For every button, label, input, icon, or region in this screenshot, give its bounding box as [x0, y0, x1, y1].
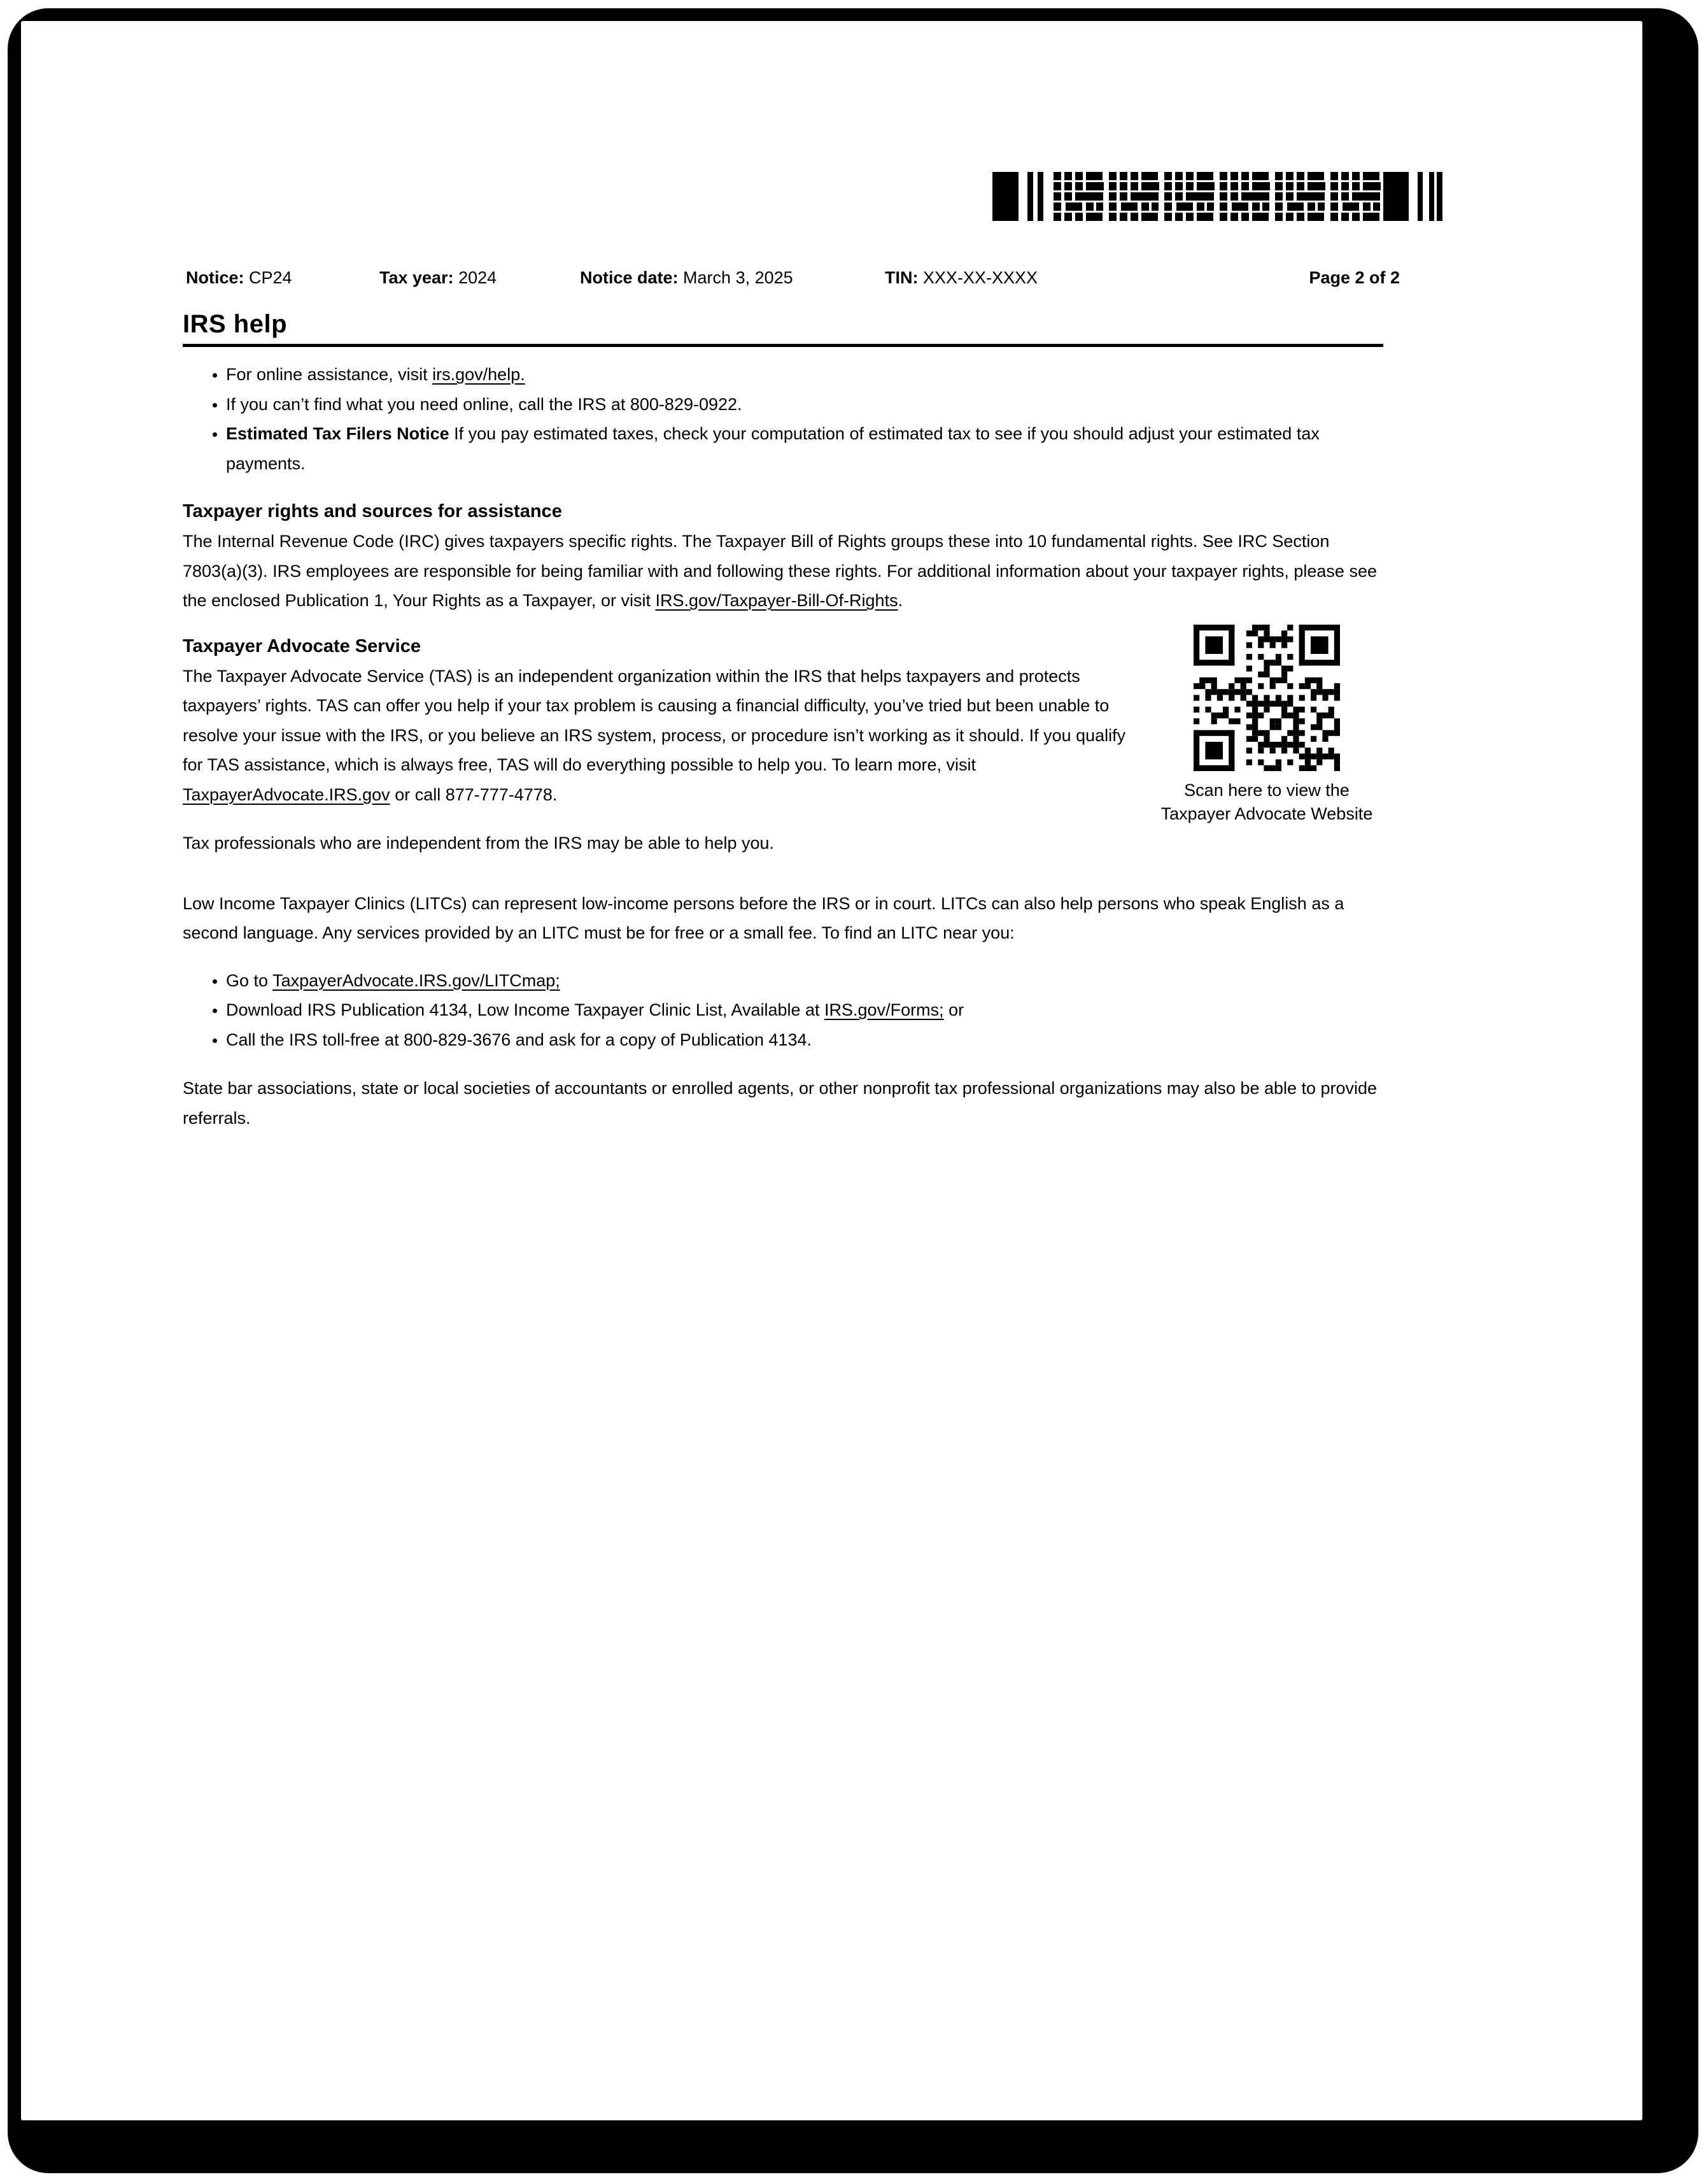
qr-figure: [1146, 625, 1388, 858]
taxpayer-advocate-link[interactable]: TaxpayerAdvocate.IRS.gov: [183, 784, 390, 804]
notice-label: Notice:: [186, 268, 244, 287]
notice-body: [183, 309, 1400, 1133]
advocate-paragraph: [183, 662, 1128, 810]
qr-caption-line1: Scan here to view the: [1184, 780, 1350, 800]
taxpayer-rights-paragraph: [183, 527, 1379, 616]
advocate-section: [183, 634, 1400, 858]
litc-bullet2-text-end: or: [943, 1000, 964, 1019]
page-number: Page 2 of 2: [1309, 268, 1400, 287]
estimated-tax-lead: Estimated Tax Filers Notice: [226, 424, 449, 443]
litc-list: [183, 966, 1400, 1055]
advocate-text-end: or call 877-777-4778.: [390, 784, 558, 804]
irs-gov-forms-link[interactable]: IRS.gov/Forms;: [824, 1000, 944, 1019]
help-bullet2-text: If you can’t find what you need online, call the IRS at 800-829-0922.: [226, 394, 742, 414]
taxpayer-bill-of-rights-link[interactable]: IRS.gov/Taxpayer-Bill-Of-Rights: [655, 591, 898, 610]
notice-page: [21, 21, 1642, 2120]
advocate-text: The Taxpayer Advocate Service (TAS) is an independent organization within the IRS that helps taxpayers and protects taxpayers’ rights. TAS can offer you help if your tax problem is causing a financial difficulty, you’ve tried but been unable to resolve your issue with the IRS, or you believe an IRS system, process, or procedure isn’t working as it should. If you qualify for TAS assistance, which is always free, TAS will do everything possible to help you. To learn more, visit: [183, 666, 1126, 774]
qr-code-icon: [1194, 625, 1340, 771]
meta-tax-year: [379, 267, 497, 288]
list-item: [226, 966, 1400, 996]
tin-label: TIN:: [885, 268, 919, 287]
litc-intro-paragraph: Low Income Taxpayer Clinics (LITCs) can represent low-income persons before the IRS or in court. LITCs can also help persons who speak English as a second language. Any services provided by an LITC must be for free or a small fee. To find an LITC near you:: [183, 893, 1344, 942]
meta-tin: [885, 267, 1038, 288]
litc-bullet2-text: Download IRS Publication 4134, Low Income Taxpayer Clinic List, Available at: [226, 1000, 825, 1019]
notice-meta-header: [183, 267, 1400, 290]
irs-help-list: [183, 360, 1400, 478]
qr-caption-line2: Taxpayer Advocate Website: [1160, 804, 1373, 823]
notice-value: CP24: [249, 268, 292, 287]
referrals-paragraph: State bar associations, state or local societies of accountants or enrolled agents, or other nonprofit tax professional organizations may also be able to provide referrals.: [183, 1079, 1378, 1128]
tax-professionals-note: Tax professionals who are independent from the IRS may be able to help you.: [183, 833, 775, 853]
advocate-text-column: [183, 634, 1128, 858]
notice-date-label: Notice date:: [580, 268, 679, 287]
list-item: [226, 1025, 1400, 1055]
notice-date-value: March 3, 2025: [683, 268, 793, 287]
litc-bullet3-text: Call the IRS toll-free at 800-829-3676 and ask for a copy of Publication 4134.: [226, 1030, 812, 1049]
mail-barcode-icon: [992, 172, 1444, 221]
taxpayer-rights-text-end: .: [898, 591, 903, 610]
tax-year-label: Tax year:: [379, 268, 454, 287]
list-item: [226, 419, 1400, 478]
help-bullet1-text: For online assistance, visit: [226, 365, 433, 384]
irs-gov-help-link[interactable]: irs.gov/help.: [432, 365, 525, 384]
meta-notice-date: [580, 267, 793, 288]
list-item: [226, 995, 1400, 1025]
irs-help-title: IRS help: [183, 310, 288, 338]
meta-notice: [186, 267, 292, 288]
qr-caption: [1146, 779, 1388, 826]
advocate-title: Taxpayer Advocate Service: [183, 635, 421, 656]
title-rule: [183, 344, 1383, 347]
tax-year-value: 2024: [458, 268, 497, 287]
taxpayer-rights-title: Taxpayer rights and sources for assistance: [183, 501, 562, 521]
litc-map-link[interactable]: TaxpayerAdvocate.IRS.gov/LITCmap;: [272, 970, 560, 990]
tin-value: XXX-XX-XXXX: [923, 268, 1038, 287]
list-item: [226, 360, 1400, 390]
estimated-tax-text: If you pay estimated taxes, check your computation of estimated tax to see if you should adjust your estimated tax payments.: [226, 424, 1320, 473]
taxpayer-rights-text: The Internal Revenue Code (IRC) gives taxpayers specific rights. The Taxpayer Bill of Rights groups these into 10 fundamental rights. See IRC Section 7803(a)(3). IRS employees are responsible for being familiar with and following these rights. For additional information about your taxpayer rights, please see the enclosed Publication 1, Your Rights as a Taxpayer, or visit: [183, 532, 1377, 610]
litc-bullet1-text: Go to: [226, 970, 273, 990]
list-item: [226, 390, 1400, 420]
